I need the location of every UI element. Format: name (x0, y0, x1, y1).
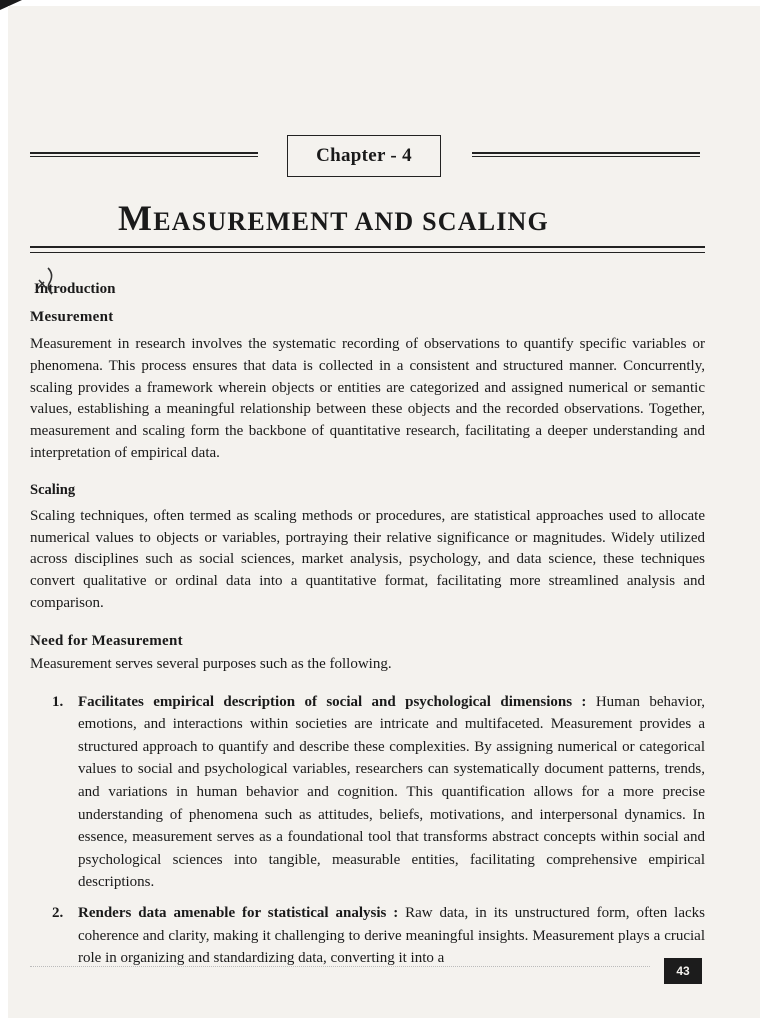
chapter-label: Chapter - 4 (316, 145, 412, 166)
scaling-paragraph: Scaling techniques, often termed as scaling methods or procedures, are statistical approaches used to allocate numerical values to objects or variables, portraying their relative significance or magnitudes. Widely utilized across disciplines such as social sciences, market analysis, psychology, and data science, these techniques convert qualitative or ordinal data into a quantitative format, facilitating more streamlined analysis and comparison. (30, 507, 705, 611)
measurement-paragraph: Measurement in research involves the systematic recording of observations to quantify specific variables or phenomena. This process ensures that data is collected in a consistent and structured manner. Concurrently, scaling provides a framework wherein objects or entities are categorized and assigned numerical or semantic values, establishing a meaningful relationship between these objects and the recorded observations. Together, measurement and scaling form the backbone of quantitative research, facilitating a deeper understanding and interpretation of empirical data. (30, 336, 705, 461)
measurement-heading: Mesurement (30, 309, 114, 325)
need-intro: Measurement serves several purposes such as the following. (30, 655, 392, 672)
purposes-list (30, 691, 705, 970)
chapter-title-initial: M (118, 198, 154, 238)
list-item-number: 1. (52, 693, 64, 710)
title-rule-top (30, 246, 705, 248)
list-item (30, 902, 705, 970)
list-item (30, 691, 705, 894)
list-item-text: Raw data, in its unstructured form, often lacks coherence and clarity, making it challenging to derive meaningful insights. Measurement plays a crucial role in organizing and standardizing data, converting it into a (78, 904, 705, 967)
list-item-lead: Facilitates empirical description of social and psychological dimensions : (78, 693, 587, 710)
chapter-label-box (287, 135, 441, 177)
introduction-heading (34, 278, 705, 300)
footer-shadow (30, 966, 650, 967)
chapter-title-rest: EASUREMENT AND SCALING (153, 207, 549, 236)
scaling-heading: Scaling (30, 481, 76, 498)
list-item-number: 2. (52, 904, 64, 921)
list-item-text: Human behavior, emotions, and interactions within societies are intricate and multifaceted. Measurement provides a structured approach to quantify and describe these complexities. By assigning numerical or categorical values to social and psychological variables, researchers can systematically document patterns, trends, and variations in human behavior and cognition. This quantification allows for a more precise understanding of phenomena such as attitudes, beliefs, motivations, and interpersonal dynamics. In essence, measurement serves as a foundational tool that transforms abstract concepts within social and psychological sciences into tangible, measurable entities, facilitating comprehensive empirical descriptions. (78, 693, 705, 891)
chapter-rule-right (472, 152, 700, 157)
pen-checkmark-icon (30, 264, 64, 298)
introduction-text: Introduction (34, 281, 116, 297)
chapter-rule-left (30, 152, 258, 157)
title-rule-bottom (30, 252, 705, 253)
page-number: 43 (664, 958, 702, 984)
chapter-title (118, 200, 638, 236)
page-body (30, 270, 705, 970)
need-heading: Need for Measurement (30, 632, 183, 649)
list-item-lead: Renders data amenable for statistical analysis : (78, 904, 399, 921)
